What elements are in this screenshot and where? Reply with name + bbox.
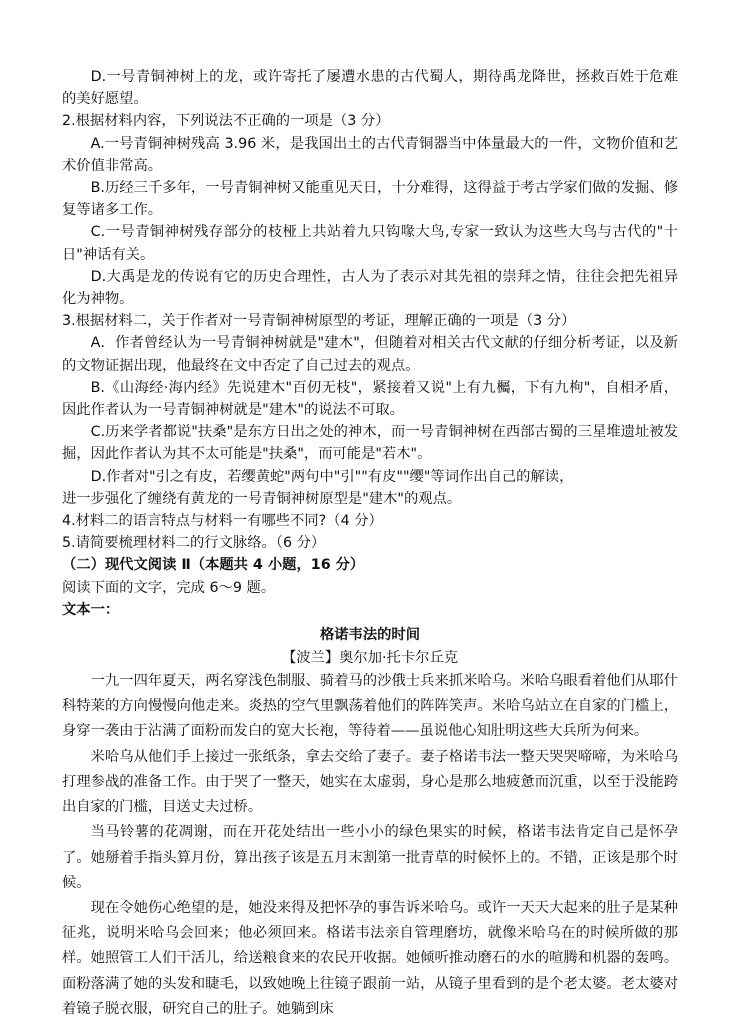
- q2-option-b: B.历经三千多年，一号青铜神树又能重见天日，十分难得，这得益于考古学家们做的发掘、修复等诸多工作。: [62, 180, 678, 219]
- reading-instruction: 阅读下面的文字，完成 6～9 题。: [62, 579, 276, 596]
- text-label: 文本一：: [62, 601, 120, 618]
- q3-option-a: A．作者曾经认为一号青铜神树就是"建木"，但随着对相关古代文献的仔细分析考证，以及新的文物证据出现，他最终在文中否定了自己过去的观点。: [62, 335, 678, 374]
- story-author: 【波兰】奥尔加·托卡尔丘克: [281, 650, 459, 667]
- story-paragraph: 当马铃薯的花凋谢，而在开花处结出一些小小的绿色果实的时候，格诺韦法肯定自己是怀孕了。她掰着手指头算月份，算出孩子该是五月末割第一批青草的时候怀上的。不错，正该是那个时候。: [62, 824, 678, 891]
- q3-option-b: B.《山海经·海内经》先说建木"百仞无枝"，紧接着又说"上有九欘，下有九枸"，自相矛盾，因此作者认为一号青铜神树就是"建木"的说法不可取。: [62, 379, 678, 419]
- q4-question: 4.材料二的语言特点与材料一有哪些不同?（4 分）: [62, 513, 383, 530]
- q3-option-d-line2: 进一步强化了缠绕有黄龙的一号青铜神树原型是"建木"的观点。: [62, 490, 462, 507]
- story-paragraph: 米哈乌从他们手上接过一张纸条，拿去交给了妻子。妻子格诺韦法一整天哭哭啼啼，为米哈乌打理参战的准备工作。由于哭了一整天，她实在太虚弱，身心是那么地疲惫而沉重，以至于没能跨出自家的门槛，目送丈夫过桥。: [62, 748, 678, 816]
- q3-option-d-line1: D.作者对"引之有皮，若缨黄蛇"两句中"引""有皮""缨"等词作出自己的解读，: [90, 468, 574, 485]
- q2-option-a: A.一号青铜神树残高 3.96 米，是我国出土的古代青铜器当中体量最大的一件，文物价值和艺术价值非常高。: [62, 135, 678, 174]
- story-paragraph: 一九一四年夏天，两名穿浅色制服、骑着马的沙俄士兵来抓米哈乌。米哈乌眼看着他们从耶什科特莱的方向慢慢向他走来。炎热的空气里飘荡着他们的阵阵笑声。米哈乌站立在自家的门槛上，身穿一袭由于沾满了面粉而发白的宽大长袍，等待着——虽说他心知肚明这些大兵所为何来。: [62, 673, 678, 740]
- q2-option-c: C.一号青铜神树残存部分的枝桠上共站着九只钩喙大鸟,专家一致认为这些大鸟与古代的"十日"神话有关。: [62, 224, 678, 263]
- q2-stem: 2.根据材料内容，下列说法不正确的一项是（3 分）: [62, 113, 390, 130]
- q3-stem: 3.根据材料二，关于作者对一号青铜神树原型的考证，理解正确的一项是（3 分）: [62, 313, 576, 330]
- story-paragraph: 现在令她伤心绝望的是，她没来得及把怀孕的事告诉米哈乌。或许一天天大起来的肚子是某种征兆，说明米哈乌会回来；他必须回来。格诺韦法亲自管理磨坊，就像米哈乌在的时候所做的那样。她照管工人们干活儿，给送粮食来的农民开收据。她倾听推动磨石的水的喧腾和机器的轰鸣。面粉落满了她的头发和睫毛，以致她晚上往镜子跟前一站，从镜子里看到的是个老太婆。老太婆对着镜子脱衣服，研究自己的肚子。她躺到床: [62, 899, 678, 1017]
- document-body: [62, 66, 678, 1022]
- q1-option-d: D.一号青铜神树上的龙，或许寄托了屡遭水患的古代蜀人，期待禹龙降世，拯救百姓于危难的美好愿望。: [62, 69, 678, 108]
- q5-question: 5.请简要梳理材料二的行文脉络。（6 分）: [62, 535, 326, 552]
- q2-option-d: D.大禹是龙的传说有它的历史合理性，古人为了表示对其先祖的崇拜之情，往往会把先祖异化为神物。: [62, 268, 678, 308]
- section-heading: （二）现代文阅读 Ⅱ（本题共 4 小题，16 分）: [62, 557, 365, 574]
- q3-option-c: C.历来学者都说"扶桑"是东方日出之处的神木，而一号青铜神树在西部古蜀的三星堆遗址被发掘，因此作者认为其不太可能是"扶桑"，而可能是"若木"。: [62, 424, 678, 463]
- story-title: 格诺韦法的时间: [319, 627, 421, 644]
